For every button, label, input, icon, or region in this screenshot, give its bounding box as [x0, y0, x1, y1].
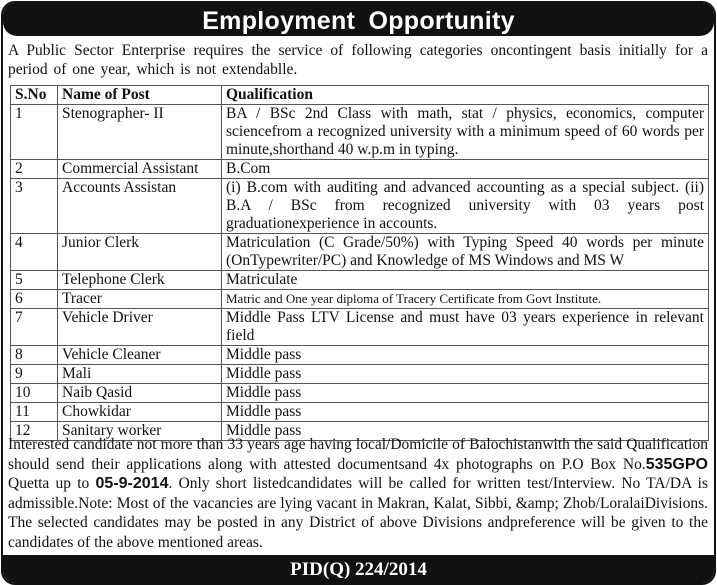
header-post: Name of Post	[58, 86, 222, 105]
table-row	[11, 234, 709, 271]
closing-part2: Quetta up to	[8, 475, 96, 492]
deadline: 05-9-2014	[95, 475, 169, 492]
header-qualification: Qualification	[222, 86, 709, 105]
po-box: 535GPO	[645, 455, 708, 473]
row-qualification: Middle Pass LTV License and must have 03 years experience in relevant field	[222, 309, 709, 346]
row-qualification: BA / BSc 2nd Class with math, stat / physics, economics, computer sciencefrom a recognized university with a minimum speed of 60 words per minute,shorthand 40 w.p.m in typing.	[222, 105, 709, 160]
row-qualification: Middle pass	[222, 346, 709, 365]
table-row	[11, 365, 709, 384]
table-row	[11, 309, 709, 346]
row-sno: 8	[11, 346, 58, 365]
table-row	[11, 346, 709, 365]
row-post: Accounts Assistan	[58, 179, 222, 234]
row-sno: 5	[11, 271, 58, 290]
table-row	[11, 271, 709, 290]
header-sno: S.No	[11, 86, 58, 105]
row-qualification: (i) B.com with auditing and advanced accounting as a special subject. (ii) B.A / BSc from recognized university with 03 years post graduationexperience in accounts.	[222, 179, 709, 234]
row-post: Junior Clerk	[58, 234, 222, 271]
table-row	[11, 384, 709, 403]
table-header	[11, 86, 709, 105]
page-title: Employment Opportunity	[3, 3, 714, 36]
closing-part1: Interested candidate not more than 33 years age having local/Domicile of Balochistanwith the said Qualification should send their applications along with attested documentsand 4x photographs on P.O Box No.	[8, 436, 708, 473]
row-sno: 9	[11, 365, 58, 384]
table-row	[11, 403, 709, 422]
row-post: Vehicle Cleaner	[58, 346, 222, 365]
row-qualification: Middle pass	[222, 403, 709, 422]
row-post: Vehicle Driver	[58, 309, 222, 346]
row-sno: 11	[11, 403, 58, 422]
row-qualification: Middle pass	[222, 365, 709, 384]
row-qualification: Middle pass	[222, 422, 709, 441]
row-post: Stenographer- II	[58, 105, 222, 160]
row-post: Sanitary worker	[58, 422, 222, 441]
table-row	[11, 179, 709, 234]
row-post: Naib Qasid	[58, 384, 222, 403]
row-sno: 6	[11, 290, 58, 309]
row-post: Mali	[58, 365, 222, 384]
table-row	[11, 290, 709, 309]
row-post: Telephone Clerk	[58, 271, 222, 290]
row-qualification: B.Com	[222, 160, 709, 179]
row-sno: 7	[11, 309, 58, 346]
row-post: Chowkidar	[58, 403, 222, 422]
row-sno: 2	[11, 160, 58, 179]
row-sno: 12	[11, 422, 58, 441]
closing-text	[8, 435, 708, 552]
row-post: Commercial Assistant	[58, 160, 222, 179]
intro-text: A Public Sector Enterprise requires the service of following categories oncontingent basis initially for a period of one year, which is not extendablle.	[8, 42, 708, 78]
row-sno: 1	[11, 105, 58, 160]
table-row	[11, 160, 709, 179]
row-sno: 10	[11, 384, 58, 403]
row-qualification: Matric and One year diploma of Tracery Certificate from Govt Institute.	[222, 290, 709, 309]
row-qualification: Matriculation (C Grade/50%) with Typing Speed 40 words per minute (OnTypewriter/PC) and Knowledge of MS Windows and MS W	[222, 234, 709, 271]
row-qualification: Middle pass	[222, 384, 709, 403]
row-sno: 3	[11, 179, 58, 234]
advertisement	[1, 1, 716, 585]
footer-pid: PID(Q) 224/2014	[3, 555, 714, 583]
closing-part3: . Only short listedcandidates will be called for written test/Interview. No TA/DA is admissible.Note: Most of the vacancies are lying vacant in Makran, Kalat, Sibbi, &amp; Zhob/LoralaiDivisions. The selected candidates may be posted in any District of above Divisions andpreference will be given to the candidates of the above mentioned areas.	[8, 475, 708, 551]
row-post: Tracer	[58, 290, 222, 309]
row-sno: 4	[11, 234, 58, 271]
table-row	[11, 105, 709, 160]
row-qualification: Matriculate	[222, 271, 709, 290]
posts-table	[10, 85, 709, 441]
